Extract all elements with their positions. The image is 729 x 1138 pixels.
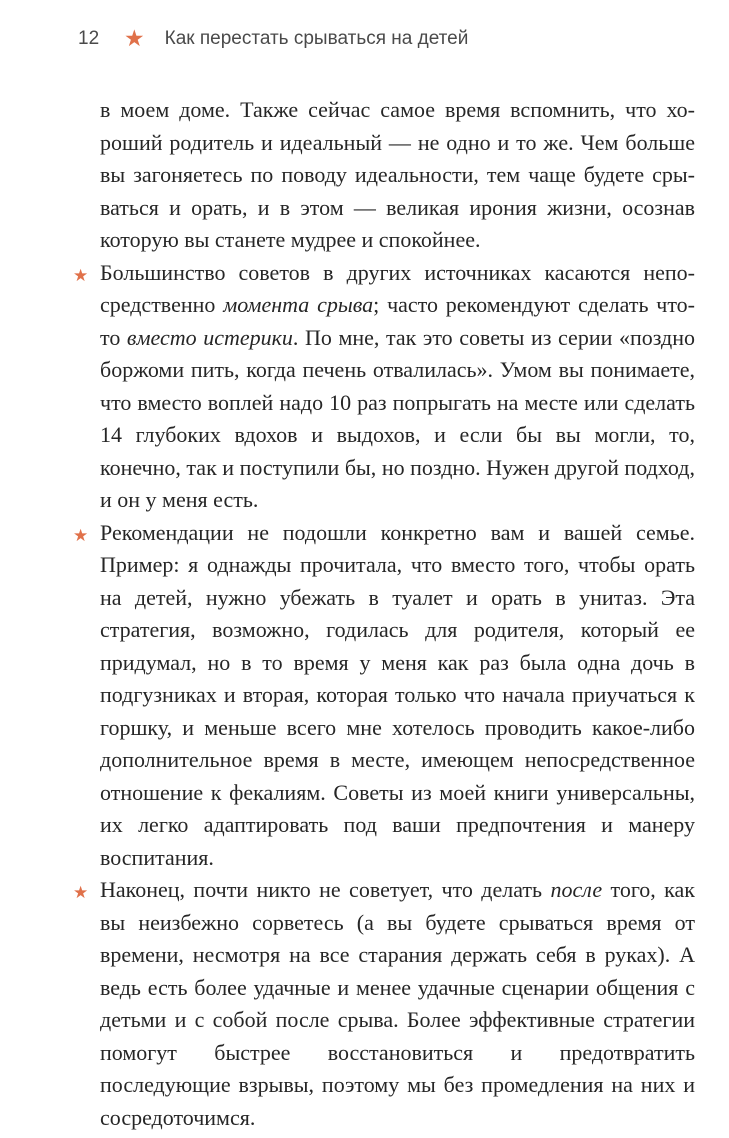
bullet-list xyxy=(73,257,696,1135)
bullet-item xyxy=(73,874,695,1134)
header-star-icon: ★ xyxy=(124,25,145,52)
bullet-item xyxy=(73,517,695,875)
star-bullet-icon: ★ xyxy=(73,883,89,903)
running-title: Как перестать срываться на детей xyxy=(164,28,469,49)
intro-paragraph: в моем доме. Также сейчас самое время вспомнить, что хороший родитель и идеальный — не одно и то же. Чем больше вы загоняетесь по поводу идеальности, тем чаще будете срываться и орать, и в этом — великая ирония жизни, осознав которую вы станете мудрее и спокойнее. xyxy=(100,97,695,252)
bullet-paragraph: Рекомендации не подошли конкретно вам и вашей семье. Пример: я однажды прочитала, что вместо того, чтобы орать на детей, нужно убежать в туалет и орать в унитаз. Эта стратегия, возможно, годилась для родителя, который ее придумал, но в то время у меня как раз была одна дочь в подгузниках и вторая, которая только что начала приучаться к горшку, и меньше всего мне хотелось проводить какое-либо дополнительное время в месте, имеющем непосредственное отношение к фекалиям. Советы из моей книги универсальны, их легко адаптировать под ваши предпочтения и манеру воспитания. xyxy=(100,519,695,870)
bullet-paragraph: Большинство советов в других источниках касаются непосредственно момента срыва; часто рекомендуют сделать что-то вместо истерики. По мне, так это советы из серии «поздно боржоми пить, когда печень отвалилась». Умом вы понимаете, что вместо воплей надо 10 раз попрыгать на месте или сделать 14 глубоких вдохов и выдохов, и если бы вы могли, то, конечно, так и поступили бы, но поздно. Нужен другой подход, и он у меня есть. xyxy=(100,259,696,512)
bullet-item xyxy=(73,257,696,517)
star-bullet-icon: ★ xyxy=(73,525,89,546)
page-header xyxy=(78,26,468,52)
page-body xyxy=(73,94,696,1134)
star-bullet-icon: ★ xyxy=(73,265,89,286)
page-number: 12 xyxy=(78,28,100,49)
bullet-paragraph: Наконец, почти никто не советует, что делать после того, как вы неизбежно сорветесь (а вы будете срываться время от времени, несмотря на все старания держать себя в руках). А ведь есть более удачные и менее удачные сценарии общения с детьми и с собой после срыва. Более эффективные стратегии помогут быстрее восстановиться и предотвратить последующие взрывы, поэтому мы без промедления на них и сосредоточимся. xyxy=(100,877,695,1130)
